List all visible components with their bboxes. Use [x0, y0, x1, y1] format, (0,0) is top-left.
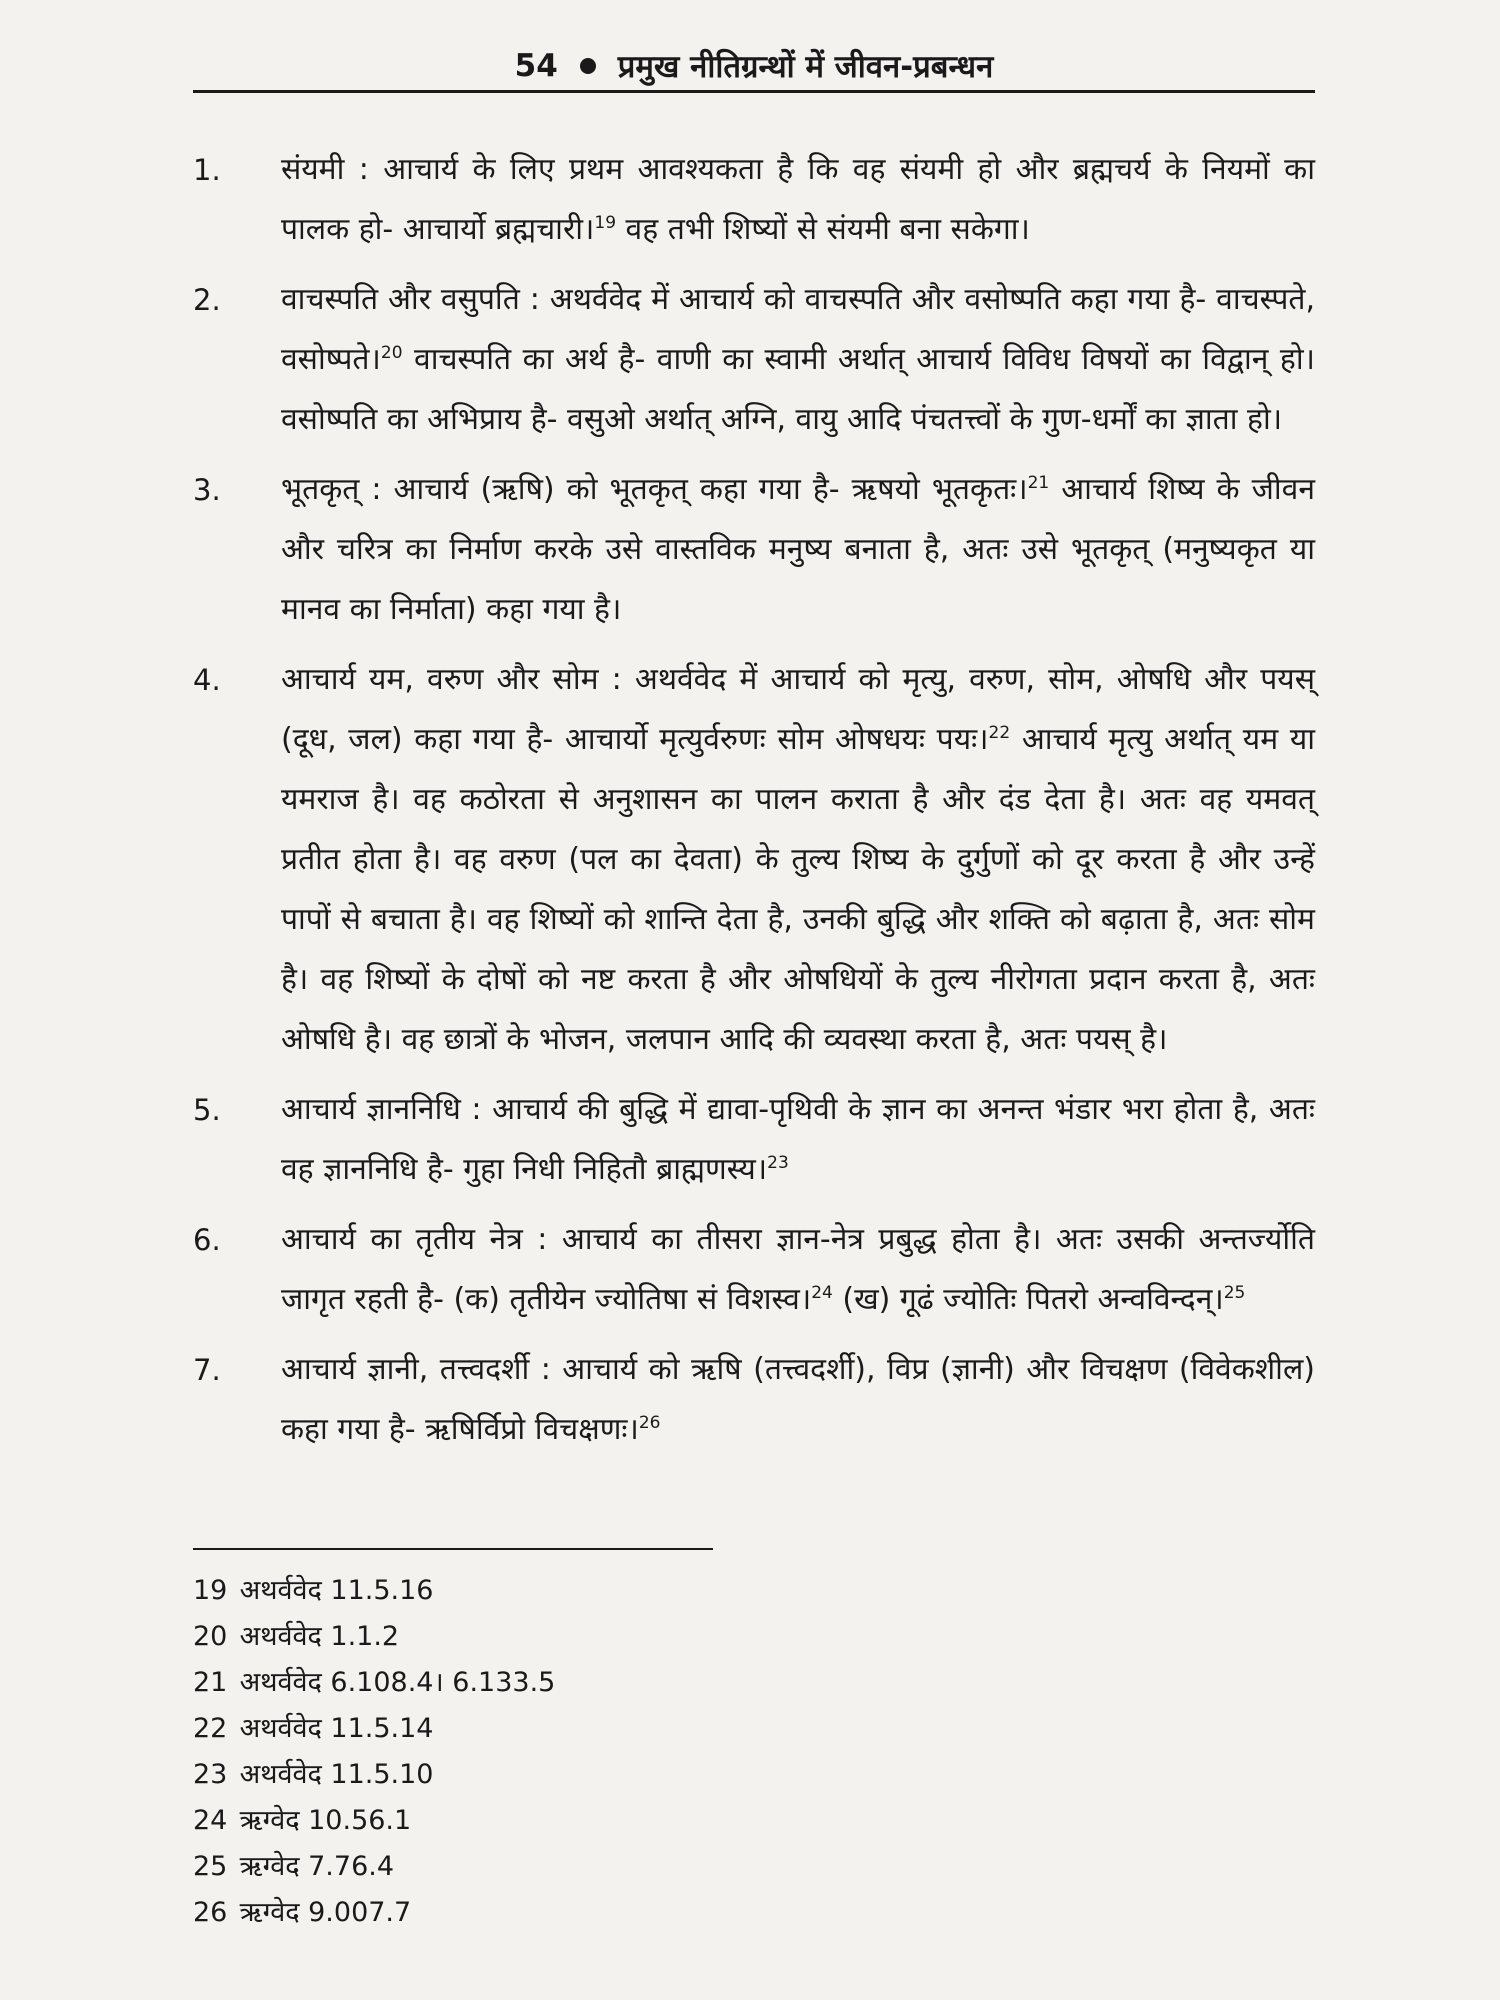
footnote-text: ऋग्वेद 9.007.7: [231, 1897, 412, 1928]
item-text: [281, 140, 1315, 260]
header-rule: [193, 90, 1315, 93]
list-item: [193, 650, 1315, 1070]
footnote-number: 21: [193, 1667, 228, 1698]
footnote-number: 19: [193, 1575, 228, 1606]
footnote: [193, 1706, 893, 1752]
item-number: 2.: [193, 283, 221, 317]
item-text: [281, 1080, 1315, 1200]
item-text: [281, 650, 1315, 1070]
footnote: [193, 1890, 893, 1936]
item-number: 4.: [193, 663, 221, 697]
list-item: [193, 1080, 1315, 1200]
text-run: आचार्य ज्ञाननिधि : आचार्य की बुद्धि में द्यावा-पृथिवी के ज्ञान का अनन्त भंडार भरा होता है, अतः वह ज्ञाननिधि है- गुहा निधी निहितौ ब्राह्मणस्य।: [281, 1092, 1315, 1187]
footnote-ref[interactable]: 26: [638, 1413, 661, 1433]
footnote-rule: [193, 1548, 713, 1550]
text-run: आचार्य ज्ञानी, तत्त्वदर्शी : आचार्य को ऋषि (तत्त्वदर्शी), विप्र (ज्ञानी) और विचक्षण (विवेकशील) कहा गया है- ऋषिर्विप्रो विचक्षणः।: [281, 1352, 1315, 1447]
item-number: 7.: [193, 1353, 221, 1387]
footnote: [193, 1614, 893, 1660]
footnote-ref[interactable]: 21: [1027, 473, 1050, 493]
text-run: भूतकृत् : आचार्य (ऋषि) को भूतकृत् कहा गया है- ऋषयो भूतकृतः।: [281, 472, 1028, 507]
text-run: वाचस्पति और वसुपति : अथर्ववेद में आचार्य को वाचस्पति और वसोष्पति कहा गया है- वाचस्पते, वसोष्पते।: [281, 282, 1315, 377]
list-item: [193, 1210, 1315, 1330]
text-run: (ख) गूढं ज्योतिः पितरो अन्वविन्दन्।: [832, 1282, 1224, 1317]
item-text: [281, 1210, 1315, 1330]
bullet-separator: [580, 58, 596, 74]
text-run: वाचस्पति का अर्थ है- वाणी का स्वामी अर्थात् आचार्य विविध विषयों का विद्वान् हो। वसोष्पति का अभिप्राय है- वसुओ अर्थात् अग्नि, वायु आदि पंचतत्त्वों के गुण-धर्मों का ज्ञाता हो।: [281, 342, 1315, 437]
text-run: आचार्य यम, वरुण और सोम : अथर्ववेद में आचार्य को मृत्यु, वरुण, सोम, ओषधि और पयस् (दूध, जल) कहा गया है- आचार्यो मृत्युर्वरुणः सोम ओषधयः पयः।: [281, 662, 1315, 757]
footnote-number: 22: [193, 1713, 228, 1744]
running-header: [193, 42, 1315, 90]
item-number: 5.: [193, 1093, 221, 1127]
footnote-text: अथर्ववेद 6.108.4। 6.133.5: [231, 1667, 556, 1698]
footnote-number: 20: [193, 1621, 228, 1652]
footnote-ref[interactable]: 22: [988, 723, 1011, 743]
footnote-number: 25: [193, 1851, 228, 1882]
footnote: [193, 1844, 893, 1890]
main-text: [193, 140, 1315, 1470]
list-item: [193, 460, 1315, 640]
text-run: आचार्य का तृतीय नेत्र : आचार्य का तीसरा ज्ञान-नेत्र प्रबुद्ध होता है। अतः उसकी अन्तर्ज्योति जागृत रहती है- (क) तृतीयेन ज्योतिषा सं विशस्व।: [281, 1222, 1315, 1317]
footnote-ref[interactable]: 25: [1223, 1283, 1246, 1303]
footnote: [193, 1798, 893, 1844]
item-text: [281, 460, 1315, 640]
page-number: 54: [514, 48, 558, 84]
running-title: प्रमुख नीतिग्रन्थों में जीवन-प्रबन्धन: [617, 49, 994, 85]
footnotes: [193, 1568, 893, 1936]
footnote-text: अथर्ववेद 1.1.2: [231, 1621, 400, 1652]
text-run: आचार्य शिष्य के जीवन और चरित्र का निर्माण करके उसे वास्तविक मनुष्य बनाता है, अतः उसे भूतकृत् (मनुष्यकृत या मानव का निर्माता) कहा गया है।: [281, 472, 1315, 627]
item-text: [281, 1340, 1315, 1460]
footnote-ref[interactable]: 23: [767, 1153, 789, 1173]
footnote-number: 26: [193, 1897, 228, 1928]
list-item: [193, 1340, 1315, 1460]
list-item: [193, 140, 1315, 260]
footnote-text: अथर्ववेद 11.5.16: [231, 1575, 434, 1606]
footnote-text: अथर्ववेद 11.5.10: [231, 1759, 434, 1790]
footnote-text: ऋग्वेद 7.76.4: [231, 1851, 395, 1882]
item-number: 6.: [193, 1223, 221, 1257]
item-number: 1.: [193, 153, 221, 187]
footnote: [193, 1568, 893, 1614]
footnote-ref[interactable]: 19: [594, 213, 617, 233]
footnote-text: ऋग्वेद 10.56.1: [231, 1805, 412, 1836]
text-run: वह तभी शिष्यों से संयमी बना सकेगा।: [616, 212, 1030, 247]
footnote-number: 23: [193, 1759, 228, 1790]
footnote-ref[interactable]: 24: [811, 1283, 833, 1303]
list-item: [193, 270, 1315, 450]
text-run: संयमी : आचार्य के लिए प्रथम आवश्यकता है कि वह संयमी हो और ब्रह्मचर्य के नियमों का पालक हो- आचार्यो ब्रह्मचारी।: [281, 152, 1315, 247]
footnote-ref[interactable]: 20: [380, 343, 403, 363]
footnote: [193, 1660, 893, 1706]
footnote: [193, 1752, 893, 1798]
footnote-number: 24: [193, 1805, 228, 1836]
text-run: आचार्य मृत्यु अर्थात् यम या यमराज है। वह कठोरता से अनुशासन का पालन कराता है और दंड देता है। अतः वह यमवत् प्रतीत होता है। वह वरुण (पल का देवता) के तुल्य शिष्य के दुर्गुणों को दूर करता है और उन्हें पापों से बचाता है। वह शिष्यों को शान्ति देता है, उनकी बुद्धि और शक्ति को बढ़ाता है, अतः सोम है। वह शिष्यों के दोषों को नष्ट करता है और ओषधियों के तुल्य नीरोगता प्रदान करता है, अतः ओषधि है। वह छात्रों के भोजन, जलपान आदि की व्यवस्था करता है, अतः पयस् है।: [281, 722, 1315, 1057]
item-number: 3.: [193, 473, 221, 507]
footnote-text: अथर्ववेद 11.5.14: [231, 1713, 434, 1744]
item-text: [281, 270, 1315, 450]
